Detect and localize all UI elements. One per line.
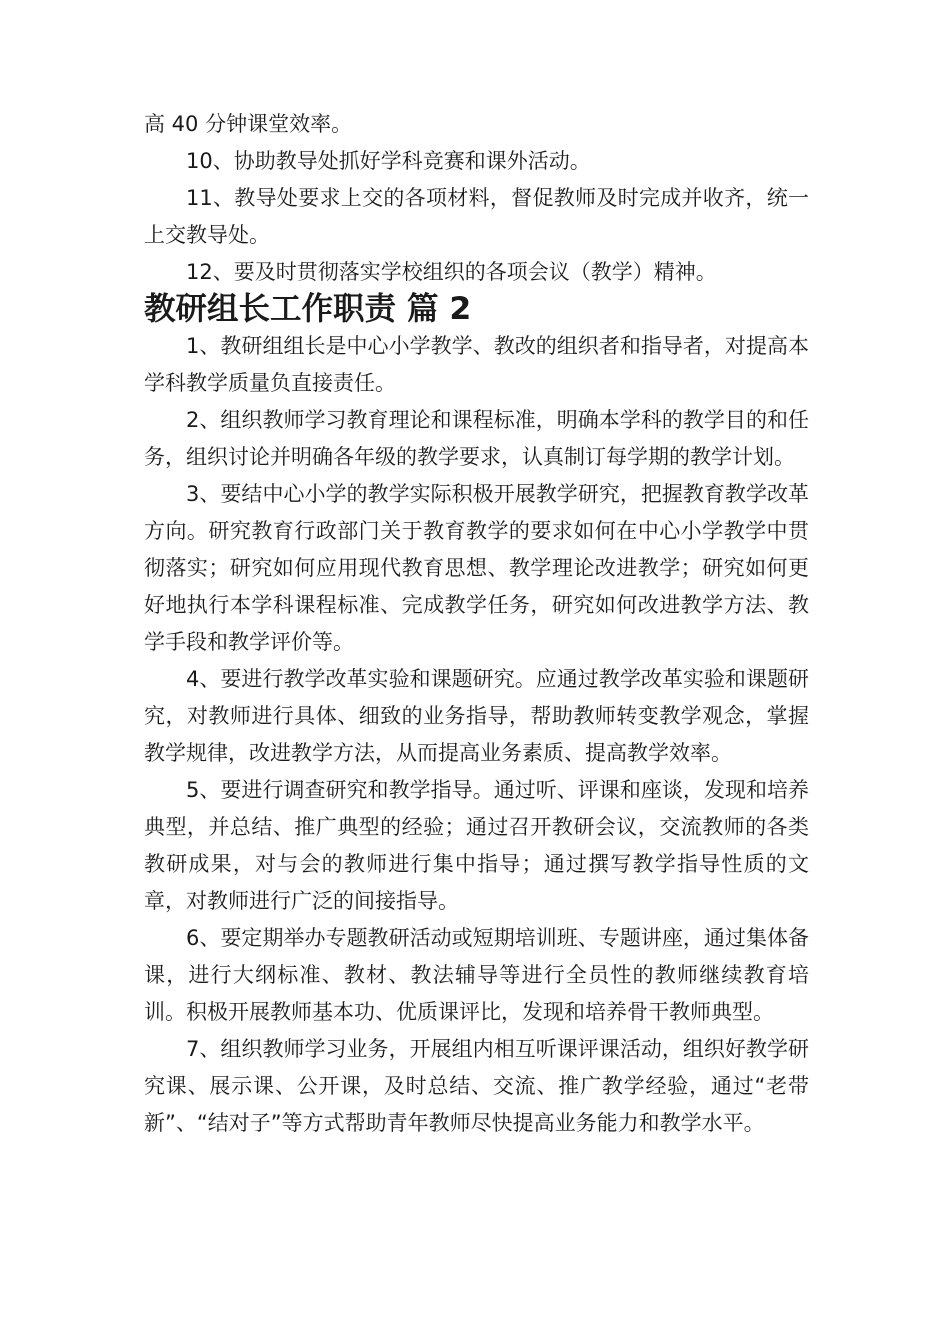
section-heading: 教研组长工作职责 篇 2: [144, 291, 472, 327]
paragraph-duty-1: 1、教研组组长是中心小学教学、教改的组织者和指导者，对提高本学科教学质量负直接责任。: [144, 334, 809, 395]
paragraph-duty-3: 3、要结中心小学的教学实际积极开展教学研究，把握教育教学改革方向。研究教育行政部门关于教育教学的要求如何在中心小学教学中贯彻落实；研究如何应用现代教育思想、教学理论改进教学；研究如何更好地执行本学科课程标准、完成教学任务，研究如何改进教学方法、教学手段和教学评价等。: [144, 482, 809, 654]
paragraph-duty-5: 5、要进行调查研究和教学指导。通过听、评课和座谈，发现和培养典型，并总结、推广典型的经验；通过召开教研会议，交流教师的各类教研成果，对与会的教师进行集中指导；通过撰写教学指导性质的文章，对教师进行广泛的间接指导。: [144, 778, 809, 913]
paragraph-duty-4: 4、要进行教学改革实验和课题研究。应通过教学改革实验和课题研究，对教师进行具体、细致的业务指导，帮助教师转变教学观念，掌握教学规律，改进教学方法，从而提高业务素质、提高教学效率。: [144, 667, 809, 765]
paragraph-item-12: 12、要及时贯彻落实学校组织的各项会议（教学）精神。: [186, 260, 717, 284]
paragraph-duty-2: 2、组织教师学习教育理论和课程标准，明确本学科的教学目的和任务，组织讨论并明确各年级的教学要求，认真制订每学期的教学计划。: [144, 408, 809, 469]
paragraph-duty-7: 7、组织教师学习业务，开展组内相互听课评课活动，组织好教学研究课、展示课、公开课，及时总结、交流、推广教学经验，通过“老带新”、“结对子”等方式帮助青年教师尽快提高业务能力和教学水平。: [144, 1037, 809, 1135]
paragraph-item-11: 11、教导处要求上交的各项材料，督促教师及时完成并收齐，统一上交教导处。: [144, 186, 809, 247]
paragraph-continuation: 高 40 分钟课堂效率。: [144, 112, 353, 136]
document-page: [144, 106, 809, 1142]
paragraph-duty-6: 6、要定期举办专题教研活动或短期培训班、专题讲座，通过集体备课，进行大纲标准、教材、教法辅导等进行全员性的教师继续教育培训。积极开展教师基本功、优质课评比，发现和培养骨干教师典型。: [144, 926, 809, 1024]
paragraph-item-10: 10、协助教导处抓好学科竞赛和课外活动。: [186, 149, 591, 173]
